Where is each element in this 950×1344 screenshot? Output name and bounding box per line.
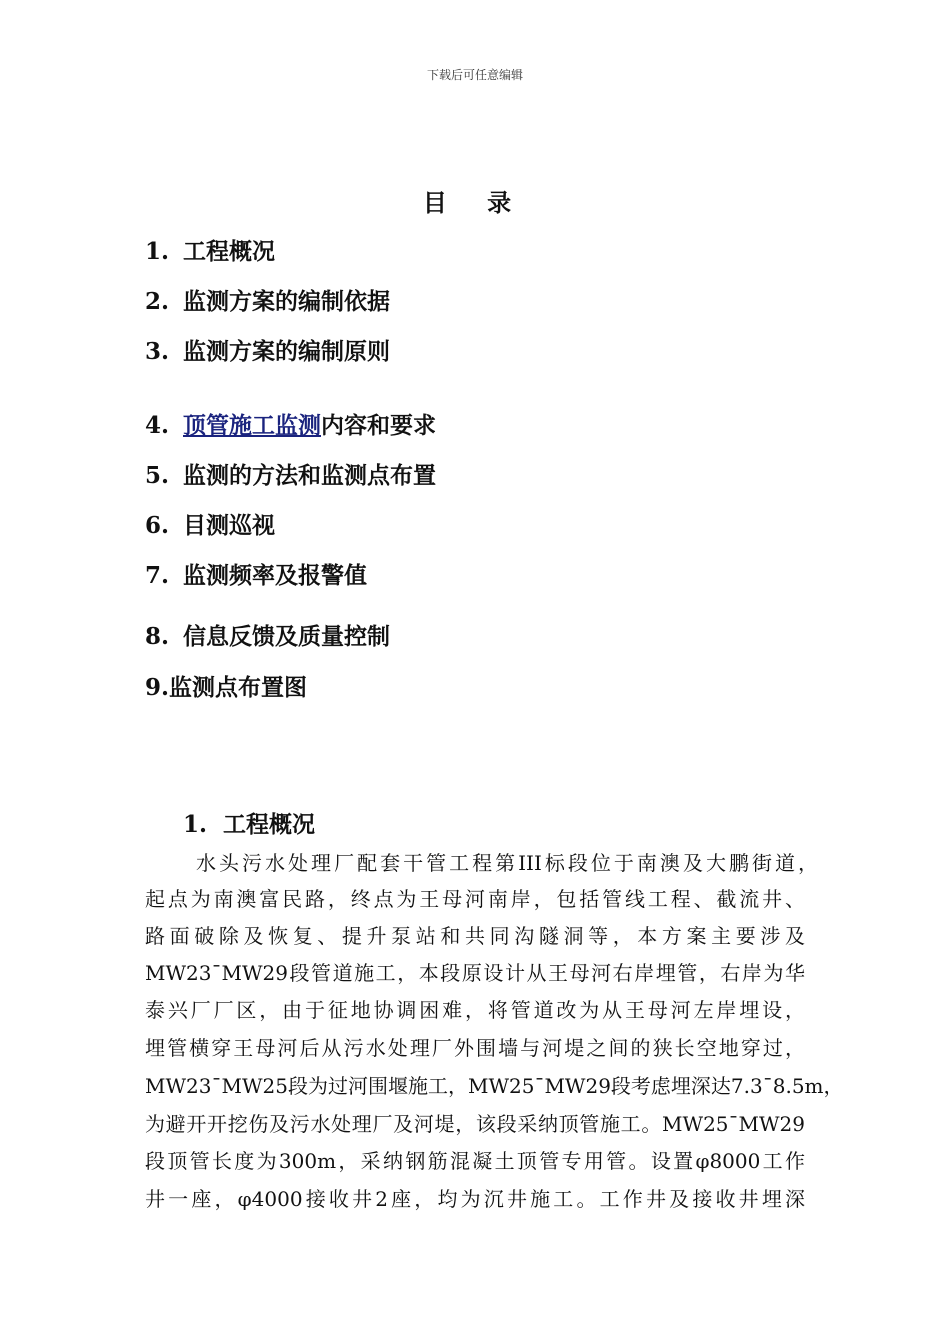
toc-item-9 bbox=[145, 669, 307, 702]
toc-item-4 bbox=[145, 407, 436, 440]
paragraph-line: 水头污水处理厂配套干管工程第III标段位于南澳及大鹏街道， bbox=[196, 851, 818, 875]
toc-item-number: 1. bbox=[145, 238, 170, 265]
page-header: 下载后可任意编辑 bbox=[426, 68, 523, 82]
toc-item-label: 监测频率及报警值 bbox=[183, 562, 367, 589]
paragraph-line: 为避开开挖伤及污水处理厂及河堤，该段采纳顶管施工。MW25¯MW29 bbox=[145, 1112, 805, 1136]
section-title: 工程概况 bbox=[223, 811, 315, 838]
toc-item-8 bbox=[145, 618, 390, 651]
paragraph-line: MW23¯MW25段为过河围堰施工，MW25¯MW29段考虑埋深达7.3¯8.5m， bbox=[145, 1074, 844, 1098]
toc-item-number: 2. bbox=[145, 288, 170, 315]
toc-item-3 bbox=[145, 333, 390, 366]
toc-item-link[interactable]: 顶管施工监测 bbox=[183, 412, 321, 439]
toc-title: 目 录 bbox=[422, 188, 528, 217]
toc-item-label: 监测方案的编制依据 bbox=[183, 288, 390, 315]
toc-item-number: 6. bbox=[145, 512, 170, 539]
paragraph-line: 埋管横穿王母河后从污水处理厂外围墙与河堤之间的狭长空地穿过， bbox=[145, 1036, 805, 1060]
section-number: 1. bbox=[183, 811, 208, 838]
toc-item-number: 9. bbox=[145, 674, 170, 701]
toc-item-1 bbox=[145, 233, 275, 266]
toc-item-label: 内容和要求 bbox=[321, 412, 436, 439]
toc-item-label: 监测点布置图 bbox=[169, 674, 308, 701]
toc-item-label: 监测方案的编制原则 bbox=[183, 338, 390, 365]
toc-item-5 bbox=[145, 457, 436, 490]
toc-item-label: 信息反馈及质量控制 bbox=[183, 623, 390, 650]
paragraph-line: 起点为南澳富民路，终点为王母河南岸，包括管线工程、截流井、 bbox=[145, 887, 805, 911]
toc-item-number: 7. bbox=[145, 562, 170, 589]
toc-item-2 bbox=[145, 283, 390, 316]
paragraph-line: 路面破除及恢复、提升泵站和共同沟隧洞等，本方案主要涉及 bbox=[145, 924, 805, 948]
toc-item-number: 8. bbox=[145, 623, 170, 650]
toc-item-label: 工程概况 bbox=[183, 238, 275, 265]
paragraph-line: 井一座，φ4000接收井2座，均为沉井施工。工作井及接收井埋深 bbox=[145, 1187, 805, 1211]
toc-item-label: 目测巡视 bbox=[183, 512, 275, 539]
paragraph-line: 段顶管长度为300m，采纳钢筋混凝土顶管专用管。设置φ8000工作 bbox=[145, 1149, 805, 1173]
toc-item-number: 4. bbox=[145, 412, 170, 439]
toc-item-6 bbox=[145, 507, 275, 540]
paragraph-line: 泰兴厂厂区，由于征地协调困难，将管道改为从王母河左岸埋设， bbox=[145, 998, 805, 1022]
paragraph-line: MW23¯MW29段管道施工，本段原设计从王母河右岸埋管，右岸为华 bbox=[145, 961, 805, 985]
section-heading bbox=[183, 806, 315, 839]
toc-item-number: 5. bbox=[145, 462, 170, 489]
toc-item-7 bbox=[145, 557, 367, 590]
toc-item-label: 监测的方法和监测点布置 bbox=[183, 462, 436, 489]
toc-item-number: 3. bbox=[145, 338, 170, 365]
